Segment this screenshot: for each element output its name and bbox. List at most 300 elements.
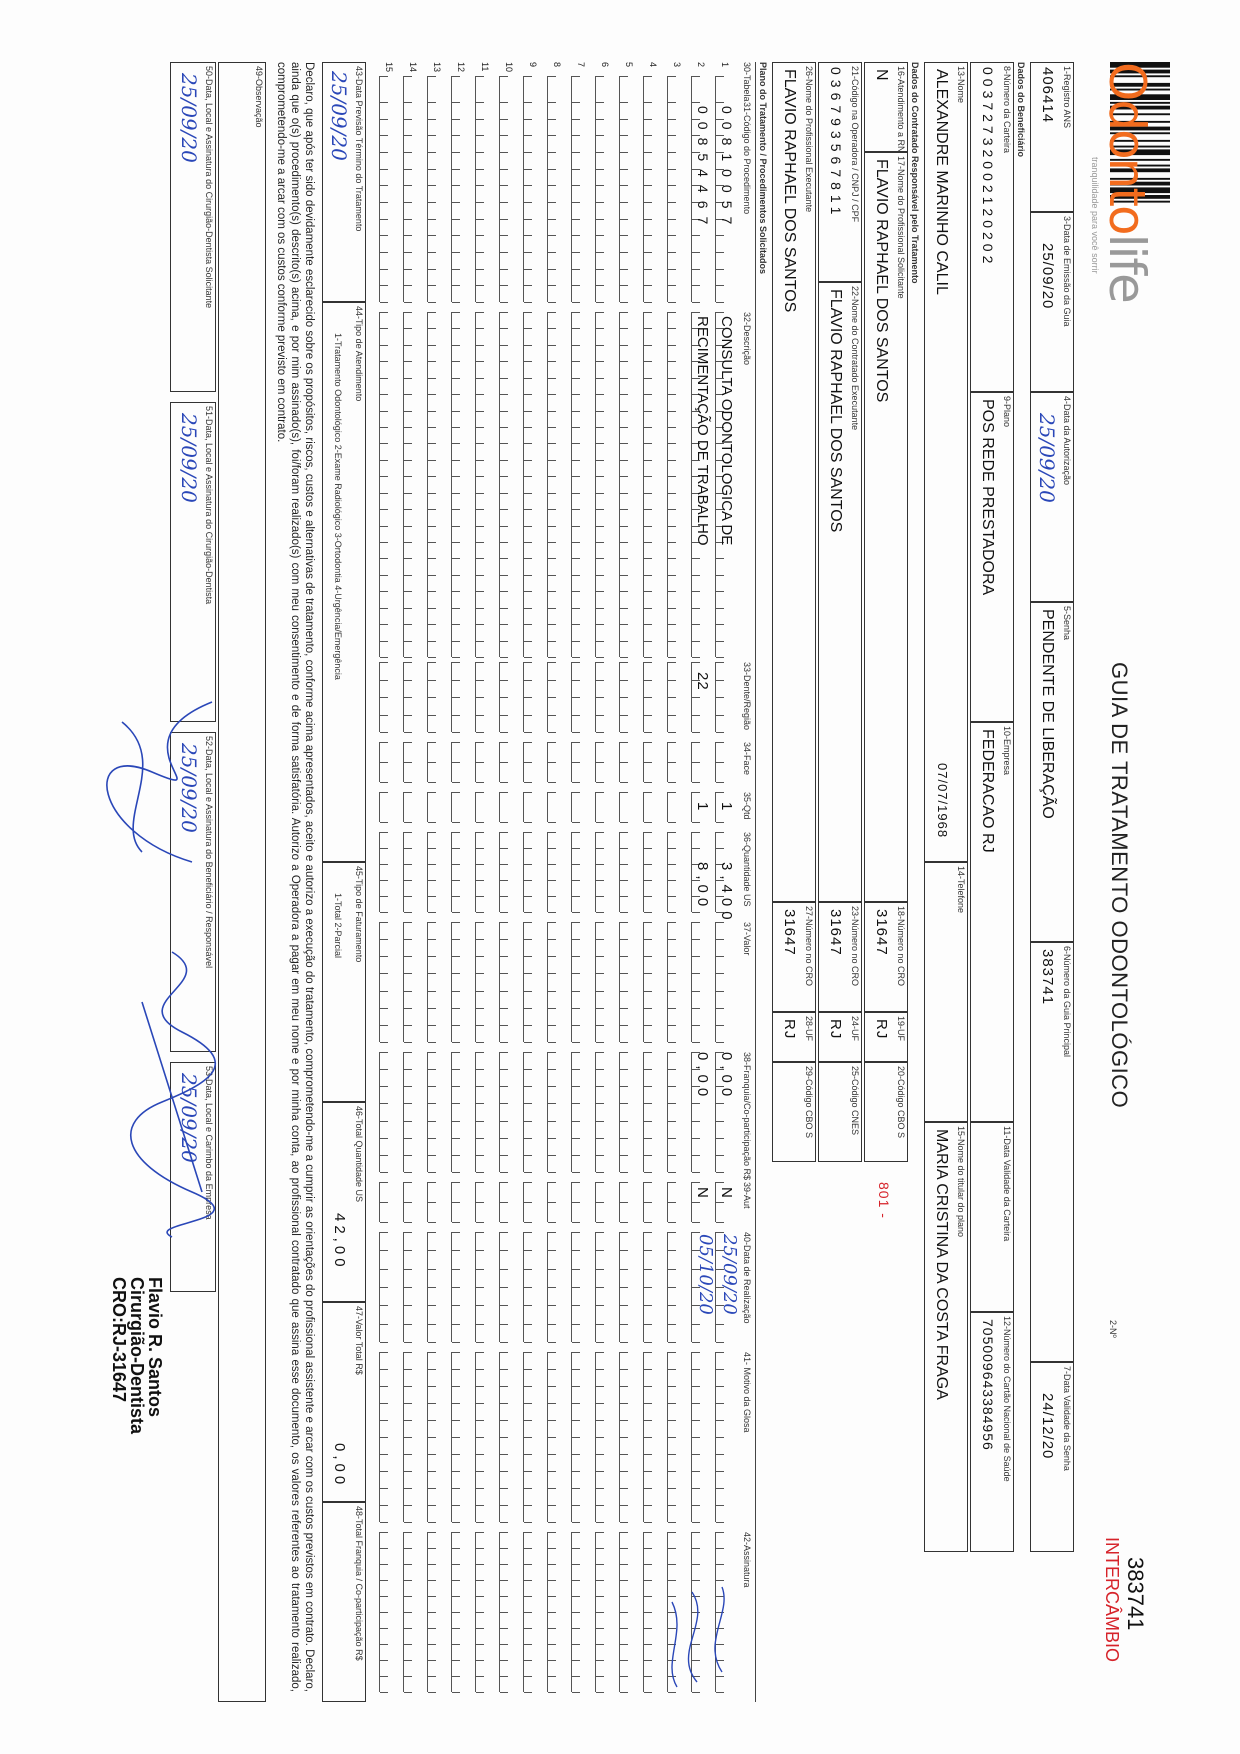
executante-box: 26-Nome do Profissional Executante FLAVIO RAPHAEL DOS SANTOS — [772, 62, 816, 902]
column-header: 35-Qtd — [742, 792, 752, 820]
tipo-atendimento-box: 44-Tipo de Atendimento 1-Tratamento Odontológico 2-Exame Radiológico 3-Ortodontia 4-Urgência/Emergência — [322, 302, 366, 862]
column-header: 33-Dente/Região — [742, 662, 752, 731]
row-cell-line — [643, 102, 660, 302]
row-cell-line — [475, 1532, 492, 1692]
row-cell-line — [643, 792, 660, 822]
row-cell-line — [379, 832, 396, 912]
faturamento-box: 45-Tipo de Faturamento 1-Total 2-Parcial — [322, 862, 366, 1102]
plano: POS REDE PRESTADORA — [979, 399, 996, 596]
row-cell-line — [595, 832, 612, 912]
signature-beneficiary — [112, 942, 232, 1242]
row-cell-line — [547, 1352, 564, 1522]
column-header: 38-Franquia/Co-participação R$ — [742, 1052, 752, 1181]
row-number: 8 — [552, 62, 562, 68]
cro3: 31647 — [781, 909, 798, 956]
row-cell-line — [571, 1052, 588, 1172]
titular-box: 15-Nome do titular do plano MARIA CRISTINA DA COSTA FRAGA — [924, 1122, 968, 1552]
row-cell-line — [715, 742, 732, 782]
table-row — [592, 62, 612, 1702]
row-cell-line — [427, 102, 444, 302]
row-cell-line — [547, 662, 564, 732]
row-cell-line — [499, 922, 516, 1042]
row-cell-line — [499, 1182, 516, 1222]
registro-ans-box: 1-Registro ANS 406414 — [1030, 62, 1074, 212]
row-cell-line — [427, 742, 444, 782]
row-cell-line — [571, 1352, 588, 1522]
uf3: RJ — [781, 1019, 798, 1040]
row-cell-line — [571, 1532, 588, 1692]
section-plano: Plano do Tratamento / Procedimentos Solicitados — [758, 62, 768, 275]
row-cell-line — [619, 1052, 636, 1172]
row-cell-line — [475, 1052, 492, 1172]
cro3-box: 27-Número no CRO 31647 — [772, 902, 816, 1012]
column-header: 37-Valor — [742, 922, 752, 956]
row-cell-line — [427, 312, 444, 657]
tooth-region: 22 — [694, 672, 711, 691]
row-cell-line — [643, 76, 660, 102]
row-cell-line — [619, 832, 636, 912]
row-cell-line — [499, 792, 516, 822]
row-cell-line — [451, 662, 468, 732]
procedure-code: 00854467 — [695, 106, 711, 233]
row-cell-line — [427, 1182, 444, 1222]
section-contratado: Dados do Contratado Responsável pelo Tratamento — [910, 62, 920, 284]
row-cell-line — [595, 76, 612, 102]
row-cell-line — [619, 1182, 636, 1222]
column-header: 32-Descrição — [742, 312, 752, 366]
row-number: 7 — [576, 62, 586, 68]
row-cell-line — [451, 742, 468, 782]
data-autorizacao-box: 4-Data da Autorização 25/09/20 — [1030, 392, 1074, 602]
row-cell-line — [547, 1182, 564, 1222]
row-cell-line — [403, 312, 420, 657]
total-us: 42,00 — [331, 1213, 348, 1271]
row-number: 13 — [432, 62, 442, 73]
row-cell-line — [451, 1352, 468, 1522]
uf2: RJ — [827, 1019, 844, 1040]
cartao-nacional-box: 12-Número do Cartão Nacional de Saúde 705009643384956 — [970, 1312, 1014, 1552]
row-cell-line — [595, 312, 612, 657]
senha-box: 5-Senha PENDENTE DE LIBERAÇÃO — [1030, 602, 1074, 942]
contratado-box: 22-Nome do Contratado Executante FLAVIO RAPHAEL DOS SANTOS — [818, 282, 862, 902]
data-nascimento: 07/07/1968 — [935, 763, 950, 839]
sig53-date: 25/09/20 — [177, 1073, 201, 1163]
authorization: N — [694, 1187, 711, 1199]
observacao-box: 49-Observação — [218, 62, 266, 1702]
row-cell-line — [475, 742, 492, 782]
row-cell-line — [619, 1232, 636, 1342]
row-cell-line — [523, 76, 540, 102]
signature-row-marks — [662, 1582, 732, 1692]
row-cell-line — [571, 792, 588, 822]
data-autorizacao: 25/09/20 — [1035, 413, 1059, 503]
row-cell-line — [571, 662, 588, 732]
row-cell-line — [403, 1532, 420, 1692]
row-cell-line — [571, 1232, 588, 1342]
row-cell-line — [451, 922, 468, 1042]
row-cell-line — [643, 832, 660, 912]
row-cell-line — [547, 1052, 564, 1172]
row-cell-line — [595, 1232, 612, 1342]
row-cell-line — [403, 1182, 420, 1222]
row-cell-line — [523, 1052, 540, 1172]
quantity-us: 8,00 — [694, 862, 711, 912]
total-franquia-box: 48-Total Franquia / Co-participação R$ — [322, 1502, 366, 1702]
professional-stamp: Flavio R. Santos Cirurgião-Dentista CRO:RJ-31647 — [109, 1277, 165, 1435]
row-cell-line — [451, 1232, 468, 1342]
row-cell-line — [379, 792, 396, 822]
row-cell-line — [427, 1532, 444, 1692]
row-cell-line — [643, 1052, 660, 1172]
row-cell-line — [715, 662, 732, 732]
table-row — [472, 62, 492, 1702]
row-cell-line — [475, 662, 492, 732]
row-cell-line — [499, 312, 516, 657]
row-cell-line — [475, 832, 492, 912]
titular: MARIA CRISTINA DA COSTA FRAGA — [933, 1129, 950, 1400]
row-cell-line — [643, 312, 660, 657]
row-cell-line — [499, 1352, 516, 1522]
row-cell-line — [571, 922, 588, 1042]
row-cell-line — [451, 1052, 468, 1172]
row-cell-line — [475, 102, 492, 302]
row-number: 9 — [528, 62, 538, 68]
carteira: 00372732002120202 — [980, 67, 996, 268]
row-cell-line — [379, 1232, 396, 1342]
atendimento-rn-box: 16-Atendimento a RN N — [864, 62, 908, 152]
row-cell-line — [643, 1352, 660, 1522]
total-us-box: 46-Total Quantidade US 42,00 — [322, 1102, 366, 1302]
row-number: 4 — [648, 62, 658, 68]
row-cell-line — [547, 1232, 564, 1342]
row-cell-line — [451, 792, 468, 822]
row-cell-line — [667, 662, 684, 732]
uf: RJ — [873, 1019, 890, 1040]
row-cell-line — [499, 76, 516, 102]
sig52-date: 25/09/20 — [177, 743, 201, 833]
sig50-date: 25/09/20 — [177, 73, 201, 163]
table-row — [376, 62, 396, 1702]
row-cell-line — [547, 742, 564, 782]
row-cell-line — [571, 76, 588, 102]
row-cell-line — [523, 742, 540, 782]
atendimento-rn: N — [873, 69, 890, 81]
row-cell-line — [547, 102, 564, 302]
row-number: 1 — [720, 62, 730, 68]
row-cell-line — [715, 922, 732, 1042]
row-cell-line — [619, 1532, 636, 1692]
termino: 25/09/20 — [327, 71, 351, 161]
declaracao-text: Declaro, que após ter sido devidamente esclarecido sobre os propósitos, riscos, custos e alternativas de tratamento, conforme acima apresentados, aceito e autorizo a execução do tratamento, comprometendo-me a cumprir as orientações do profissional assistente e arcar com os custos previstos em contrato. Declaro, ainda que o(s) procedimento(s) descrito(s) acima, e por mim assinado(s), foi/foram realizado(s) com meu consentimento e de forma satisfatória. Autorizo a Operadora a pagar em meu nome e por minha conta, ao profissional contratado que assina esse documento, os valores referentes ao tratamento realizado, comprometendo-me a arcar com os custos conforme previsto em contrato. — [275, 62, 315, 1692]
row-cell-line — [667, 1352, 684, 1522]
row-cell-line — [379, 1052, 396, 1172]
row-cell-line — [499, 832, 516, 912]
cnes-box: 25-Código CNES — [818, 1062, 862, 1162]
row-cell-line — [403, 76, 420, 102]
row-number: 5 — [624, 62, 634, 68]
column-header: 42-Assinatura — [742, 1532, 752, 1588]
row-cell-line — [547, 922, 564, 1042]
table-row — [424, 62, 444, 1702]
row-cell-line — [475, 76, 492, 102]
table-row — [400, 62, 420, 1702]
signature-dentist — [92, 682, 232, 882]
cartao-nacional: 705009643384956 — [980, 1319, 996, 1451]
row-cell-line — [619, 792, 636, 822]
row-cell-line — [379, 1352, 396, 1522]
row-cell-line — [403, 102, 420, 302]
row-cell-line — [379, 102, 396, 302]
row-number: 6 — [600, 62, 610, 68]
row-cell-line — [667, 792, 684, 822]
senha: PENDENTE DE LIBERAÇÃO — [1039, 609, 1056, 819]
row-cell-line — [595, 1052, 612, 1172]
row-cell-line — [715, 1352, 732, 1522]
sig50-box: 50-Data, Local e Assinatura do Cirurgião-Dentista Solicitante 25/09/20 — [170, 62, 216, 392]
row-number: 11 — [480, 62, 490, 72]
row-cell-line — [619, 312, 636, 657]
cro2: 31647 — [827, 909, 844, 956]
nome-box: 13-Nome ALEXANDRE MARINHO CALIL 07/07/1968 — [924, 62, 968, 862]
row-cell-line — [403, 922, 420, 1042]
plano-box: 9-Plano POS REDE PRESTADORA — [970, 392, 1014, 722]
row-cell-line — [547, 832, 564, 912]
registro-ans: 406414 — [1039, 67, 1056, 124]
guide-number: 383741 — [1123, 1557, 1148, 1631]
row-cell-line — [667, 922, 684, 1042]
validade-carteira-box: 11-Data Validade da Carteira — [970, 1122, 1014, 1312]
nome-beneficiario: ALEXANDRE MARINHO CALIL — [933, 69, 950, 295]
row-cell-line — [619, 662, 636, 732]
row-cell-line — [403, 792, 420, 822]
cbos3-box: 29-Código CBO S — [772, 1062, 816, 1162]
row-cell-line — [403, 1232, 420, 1342]
row-cell-line — [475, 792, 492, 822]
row-cell-line — [691, 76, 708, 102]
row-number: 12 — [456, 62, 466, 73]
row-cell-line — [523, 922, 540, 1042]
row-cell-line — [523, 312, 540, 657]
row-cell-line — [619, 76, 636, 102]
row-cell-line — [475, 312, 492, 657]
row-cell-line — [691, 1352, 708, 1522]
cro: 31647 — [873, 909, 890, 956]
row-cell-line — [571, 1182, 588, 1222]
valor-total-box: 47-Valor Total R$ 0,00 — [322, 1302, 366, 1502]
row-cell-line — [379, 1182, 396, 1222]
row-cell-line — [427, 1052, 444, 1172]
codigo-operadora-box: 21-Código na Operadora / CNPJ / CPF 036793567811 — [818, 62, 862, 282]
row-cell-line — [523, 102, 540, 302]
sig53-box: 53-Data, Local e Carimbo da Empresa 25/09/20 — [170, 1062, 216, 1292]
table-row — [544, 62, 564, 1702]
row-cell-line — [547, 1532, 564, 1692]
contratado-executante: FLAVIO RAPHAEL DOS SANTOS — [827, 289, 844, 533]
row-cell-line — [475, 1182, 492, 1222]
row-cell-line — [643, 1532, 660, 1692]
cro2-box: 23-Número no CRO 31647 — [818, 902, 862, 1012]
row-cell-line — [523, 1182, 540, 1222]
slogan: tranquilidade para você sorrir — [1090, 157, 1100, 274]
row-cell-line — [403, 662, 420, 732]
quantity-us: 3,400 — [718, 862, 735, 925]
row-cell-line — [451, 1532, 468, 1692]
row-number: 10 — [504, 62, 514, 73]
row-cell-line — [667, 1232, 684, 1342]
sig52-box: 52-Data, Local e Assinatura do Beneficiário / Responsável 25/09/20 — [170, 732, 216, 1052]
row-cell-line — [523, 662, 540, 732]
dental-treatment-guide-form — [82, 62, 1162, 1702]
authorization: N — [718, 1187, 735, 1199]
row-cell-line — [595, 102, 612, 302]
table-row — [616, 62, 636, 1702]
row-cell-line — [499, 1232, 516, 1342]
copy-label: 2-Nº — [1108, 1320, 1118, 1338]
row-cell-line — [451, 312, 468, 657]
row-cell-line — [499, 1532, 516, 1692]
row-cell-line — [523, 1352, 540, 1522]
row-cell-line — [667, 1182, 684, 1222]
row-cell-line — [499, 742, 516, 782]
row-cell-line — [571, 832, 588, 912]
row-cell-line — [547, 312, 564, 657]
row-cell-line — [451, 1182, 468, 1222]
valor-total: 0,00 — [331, 1443, 348, 1489]
procedure-code: 00810057 — [719, 106, 735, 233]
uf2-box: 24-UF RJ — [818, 1012, 862, 1062]
procedure-description: RECIMENTAÇÃO DE TRABALHO — [694, 316, 711, 546]
row-number: 3 — [672, 62, 682, 68]
table-row — [496, 62, 516, 1702]
solicitante-box: 17-Nome do Profissional Solicitante FLAVIO RAPHAEL DOS SANTOS — [864, 152, 908, 902]
row-cell-line — [427, 832, 444, 912]
row-cell-line — [523, 1232, 540, 1342]
uf-box: 19-UF RJ — [864, 1012, 908, 1062]
row-cell-line — [667, 76, 684, 102]
data-emissao: 25/09/20 — [1039, 243, 1056, 310]
table-row — [448, 62, 468, 1702]
row-cell-line — [379, 76, 396, 102]
column-header: 36-Quantidade US — [742, 832, 752, 907]
cbos-box: 20-Código CBO S — [864, 1062, 908, 1162]
row-cell-line — [619, 742, 636, 782]
row-cell-line — [403, 832, 420, 912]
row-cell-line — [619, 102, 636, 302]
row-cell-line — [643, 922, 660, 1042]
row-cell-line — [643, 742, 660, 782]
column-header: 41- Motivo da Glosa — [742, 1352, 752, 1433]
guia-principal: 383741 — [1039, 949, 1056, 1006]
row-cell-line — [523, 792, 540, 822]
row-cell-line — [667, 742, 684, 782]
row-cell-line — [571, 102, 588, 302]
sig51-date: 25/09/20 — [177, 413, 201, 503]
row-cell-line — [475, 1352, 492, 1522]
row-cell-line — [499, 662, 516, 732]
sig51-box: 51-Data, Local e Assinatura do Cirurgião-Dentista 25/09/20 — [170, 402, 216, 722]
odontolife-logo: Odontolife — [1098, 62, 1156, 302]
uf3-box: 28-UF RJ — [772, 1012, 816, 1062]
row-cell-line — [427, 922, 444, 1042]
row-cell-line — [667, 832, 684, 912]
telefone-box: 14-Telefone — [924, 862, 968, 1122]
row-cell-line — [619, 1352, 636, 1522]
quantity: 1 — [694, 802, 711, 812]
row-cell-line — [595, 662, 612, 732]
row-cell-line — [571, 312, 588, 657]
column-header: 39-Aut — [742, 1182, 752, 1209]
row-cell-line — [427, 76, 444, 102]
row-cell-line — [451, 102, 468, 302]
row-cell-line — [475, 922, 492, 1042]
row-cell-line — [691, 742, 708, 782]
row-number: 2 — [696, 62, 706, 68]
row-cell-line — [427, 792, 444, 822]
validade-senha: 24/12/20 — [1039, 1393, 1056, 1460]
empresa-box: 10-Empresa FEDERACAO RJ — [970, 722, 1014, 1122]
value: 0,00 — [718, 1052, 735, 1102]
row-cell-line — [379, 662, 396, 732]
solicitante: FLAVIO RAPHAEL DOS SANTOS — [873, 159, 890, 403]
table-row — [568, 62, 588, 1702]
row-cell-line — [379, 1532, 396, 1692]
row-cell-line — [379, 922, 396, 1042]
table-row — [664, 62, 684, 1702]
row-cell-line — [451, 76, 468, 102]
row-cell-line — [619, 922, 636, 1042]
row-cell-line — [595, 1352, 612, 1522]
row-cell-line — [523, 1532, 540, 1692]
row-cell-line — [403, 1352, 420, 1522]
termino-box: 43-Data Previsão Término do Tratamento 25/09/20 — [322, 62, 366, 302]
table-row — [520, 62, 540, 1702]
row-cell-line — [547, 792, 564, 822]
column-header: 34-Face — [742, 742, 752, 776]
row-cell-line — [571, 742, 588, 782]
table-row — [712, 62, 740, 1702]
column-header: 31-Código do Procedimento — [742, 102, 752, 215]
row-cell-line — [643, 1182, 660, 1222]
row-cell-line — [499, 1052, 516, 1172]
procedure-description: CONSULTA ODONTOLOGICA DE — [718, 316, 735, 546]
row-cell-line — [643, 1232, 660, 1342]
column-header: 40-Data de Realização — [742, 1232, 752, 1324]
column-header: 30-Tabela — [742, 62, 752, 102]
row-cell-line — [667, 102, 684, 302]
row-cell-line — [475, 1232, 492, 1342]
value: 0,00 — [694, 1052, 711, 1102]
data-emissao-box: 3-Data de Emissão da Guia 25/09/20 — [1030, 212, 1074, 392]
row-cell-line — [403, 1052, 420, 1172]
row-cell-line — [595, 742, 612, 782]
executante: FLAVIO RAPHAEL DOS SANTOS — [781, 69, 798, 313]
validade-senha-box: 7-Data Validade da Senha 24/12/20 — [1030, 1362, 1074, 1552]
table-row — [688, 62, 716, 1702]
row-cell-line — [451, 832, 468, 912]
row-cell-line — [595, 1182, 612, 1222]
guia-principal-box: 6-Número da Guia Principal 383741 — [1030, 942, 1074, 1362]
intercambio-label: INTERCÂMBIO — [1102, 1537, 1122, 1663]
row-cell-line — [715, 76, 732, 102]
row-cell-line — [667, 312, 684, 657]
row-number: 14 — [408, 62, 418, 73]
row-cell-line — [595, 1532, 612, 1692]
form-title: GUIA DE TRATAMENTO ODONTOLÓGICO — [1107, 662, 1132, 1109]
row-cell-line — [667, 1052, 684, 1172]
row-cell-line — [403, 742, 420, 782]
realization-date: 25/09/20 — [719, 1234, 740, 1315]
row-cell-line — [691, 922, 708, 1042]
